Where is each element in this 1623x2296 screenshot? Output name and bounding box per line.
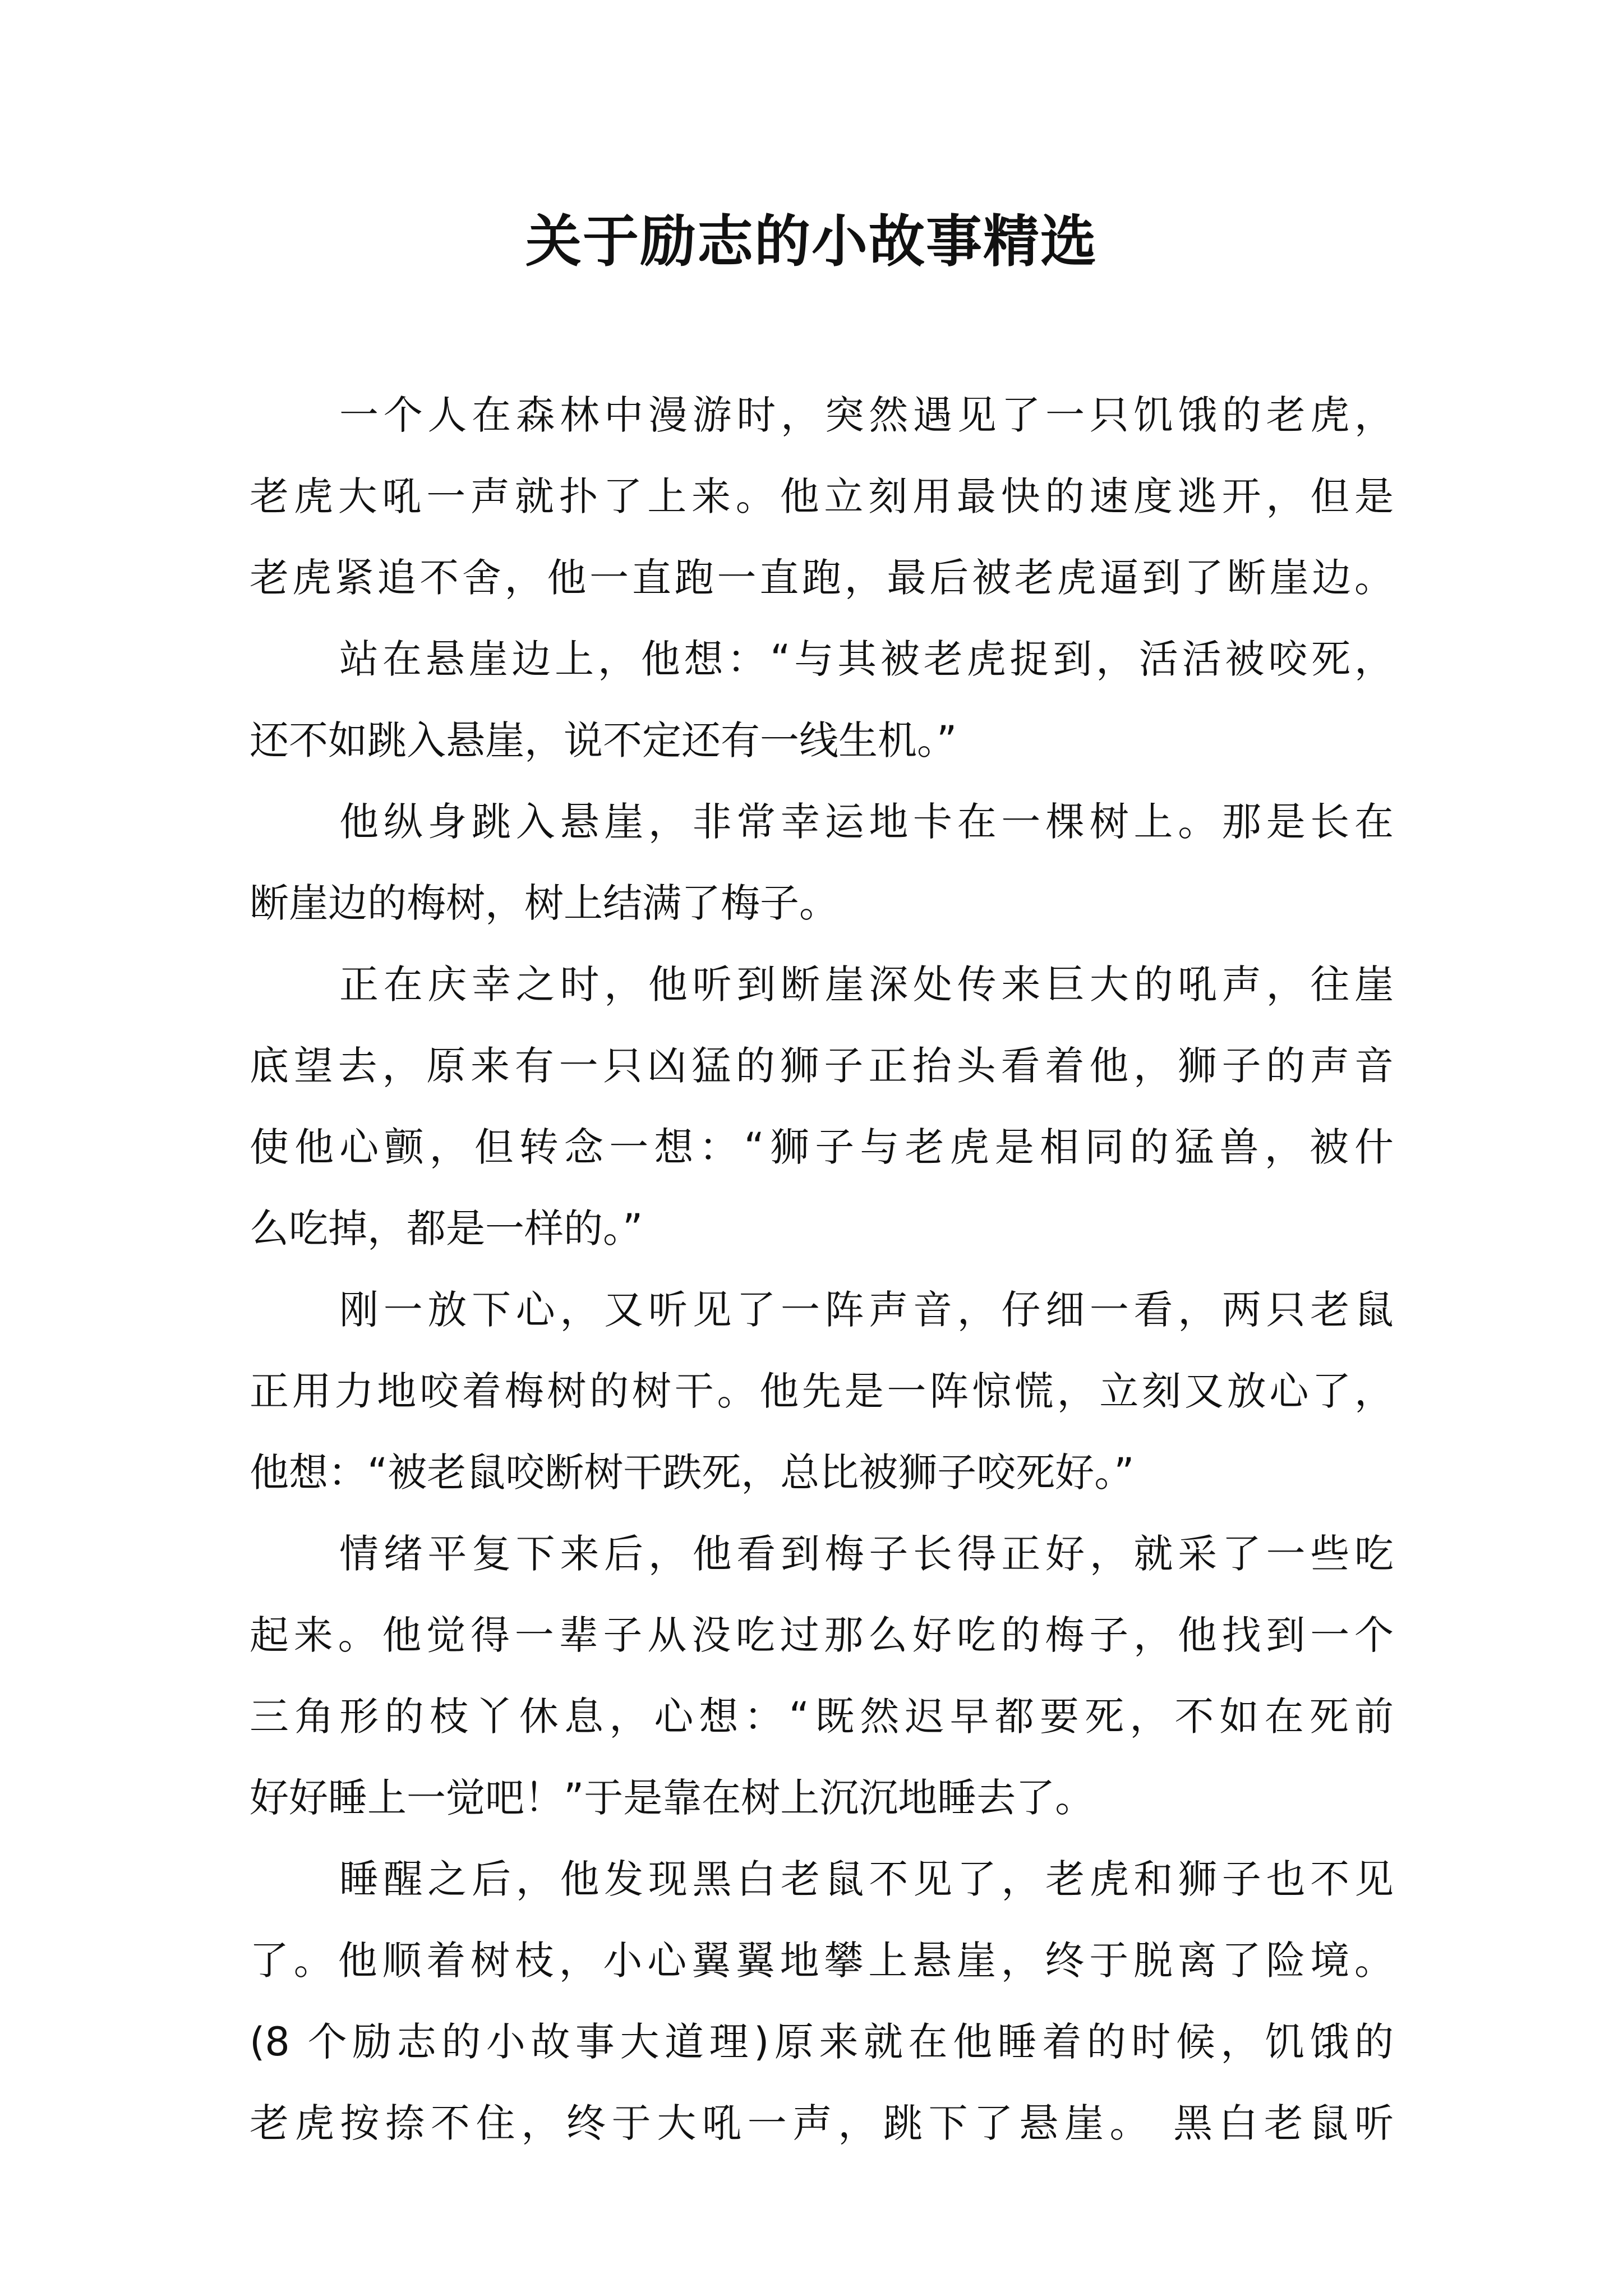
paragraph (250, 944, 1394, 1269)
page-title: 关于励志的小故事精选 (525, 208, 1098, 274)
text-line: 三角形的枝丫休息，心想：“既然迟早都要死，不如在死前 (250, 1694, 1394, 1740)
text-line: 使他心颤，但转念一想：“狮子与老虎是相同的猛兽，被什 (250, 1124, 1394, 1170)
text-line: 正在庆幸之时，他听到断崖深处传来巨大的吼声，往崖 (339, 961, 1394, 1007)
text-line: (8 个励志的小故事大道理)原来就在他睡着的时候，饥饿的 (250, 2019, 1394, 2065)
text-line: 了。他顺着树枝，小心翼翼地攀上悬崖，终于脱离了险境。 (250, 1938, 1394, 1984)
text-line: 底望去，原来有一只凶猛的狮子正抬头看着他，狮子的声音 (250, 1043, 1394, 1089)
paragraph (250, 375, 1394, 619)
text-line: 正用力地咬着梅树的树干。他先是一阵惊慌，立刻又放心了， (250, 1368, 1394, 1414)
text-line: 么吃掉，都是一样的。” (250, 1205, 643, 1251)
text-line: 睡醒之后，他发现黑白老鼠不见了，老虎和狮子也不见 (339, 1856, 1394, 1902)
text-line: 好好睡上一觉吧！”于是靠在树上沉沉地睡去了。 (250, 1775, 1095, 1821)
text-line: 站在悬崖边上，他想：“与其被老虎捉到，活活被咬死， (339, 636, 1394, 682)
text-line: 情绪平复下来后，他看到梅子长得正好，就采了一些吃 (339, 1531, 1394, 1577)
text-line: 他纵身跳入悬崖，非常幸运地卡在一棵树上。那是长在 (339, 799, 1394, 845)
paragraph (250, 1513, 1394, 1839)
paragraph (250, 1269, 1394, 1513)
text-line: 一个人在森林中漫游时，突然遇见了一只饥饿的老虎， (339, 392, 1394, 438)
paragraph (250, 619, 1394, 781)
text-line: 老虎按捺不住，终于大吼一声，跳下了悬崖。 黑白老鼠听 (250, 2100, 1394, 2146)
paragraph (250, 1839, 1394, 2164)
text-line: 还不如跳入悬崖，说不定还有一线生机。” (250, 717, 957, 763)
story-body (250, 375, 1394, 2164)
text-line: 他想：“被老鼠咬断树干跌死，总比被狮子咬死好。” (250, 1450, 1135, 1496)
text-line: 断崖边的梅树，树上结满了梅子。 (250, 880, 838, 926)
text-line: 老虎紧追不舍，他一直跑一直跑，最后被老虎逼到了断崖边。 (250, 555, 1394, 601)
text-line: 刚一放下心，又听见了一阵声音，仔细一看，两只老鼠 (339, 1287, 1394, 1333)
text-line: 起来。他觉得一辈子从没吃过那么好吃的梅子，他找到一个 (250, 1612, 1394, 1658)
text-line: 老虎大吼一声就扑了上来。他立刻用最快的速度逃开，但是 (250, 473, 1394, 519)
paragraph (250, 781, 1394, 944)
